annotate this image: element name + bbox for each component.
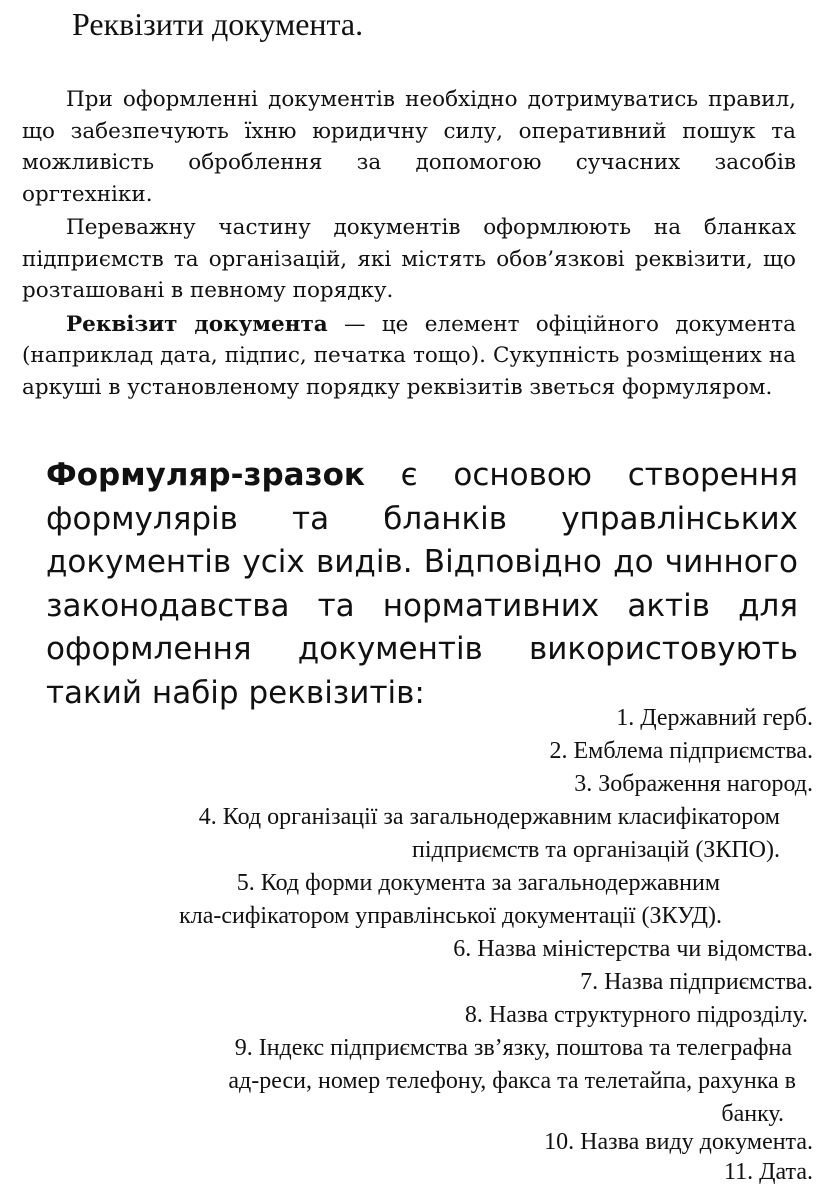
requisite-item: 9. Індекс підприємства зв’язку, поштова та телеграфна — [234, 1035, 792, 1061]
page-title: Реквізити документа. — [72, 6, 364, 42]
requisite-item: 11. Дата. — [724, 1159, 813, 1185]
intro-text — [22, 84, 796, 405]
definition-paragraph — [22, 309, 796, 404]
lead-term: Формуляр-зразок — [46, 457, 365, 493]
requisite-item-cont: підприємств та організацій (ЗКПО). — [412, 837, 780, 863]
requisite-item: 1. Державний герб. — [616, 705, 813, 731]
lead-text: є основою створення формулярів та бланків управлінських документів усіх видів. Відповідно до чинного законодавства та нормативних актів для оформлення документів використовують такий набір реквізитів: — [46, 457, 798, 711]
requisite-item: 4. Код організації за загальнодержавним класифікатором — [198, 804, 780, 830]
requisite-item: 6. Назва міністерства чи відомства. — [453, 936, 813, 962]
requisite-item-cont: ад-реси, номер телефону, факса та телетайпа, рахунка в — [228, 1068, 796, 1094]
requisite-item: 2. Емблема підприємства. — [549, 738, 813, 764]
definition-text: — це елемент офіційного документа (наприклад дата, підпис, печатка тощо). Сукупність розміщених на аркуші в установленому порядку реквізитів зветься формуляром. — [22, 311, 796, 400]
requisite-item: 7. Назва підприємства. — [580, 969, 813, 995]
lead-paragraph — [46, 454, 798, 715]
definition-term: Реквізит документа — [66, 311, 328, 337]
requisite-item: 5. Код форми документа за загальнодержавним — [236, 870, 720, 896]
requisite-item: 8. Назва структурного підрозділу. — [464, 1002, 808, 1028]
requisite-item-cont: кла-сифікатором управлінської документації (ЗКУД). — [179, 903, 722, 929]
paragraph: Переважну частину документів оформлюють на бланках підприємств та організацій, які містять обов’язкові реквізити, що розташовані в певному порядку. — [22, 215, 796, 303]
paragraph: При оформленні документів необхідно дотримуватись правил, що забезпечують їхню юридичну силу, оперативний пошук та можливість оброблення за допомогою сучасних засобів оргтехніки. — [22, 87, 796, 207]
requisite-item-cont: банку. — [721, 1101, 784, 1127]
requisite-item: 10. Назва виду документа. — [544, 1129, 813, 1155]
requisite-item: 3. Зображення нагород. — [574, 771, 813, 797]
